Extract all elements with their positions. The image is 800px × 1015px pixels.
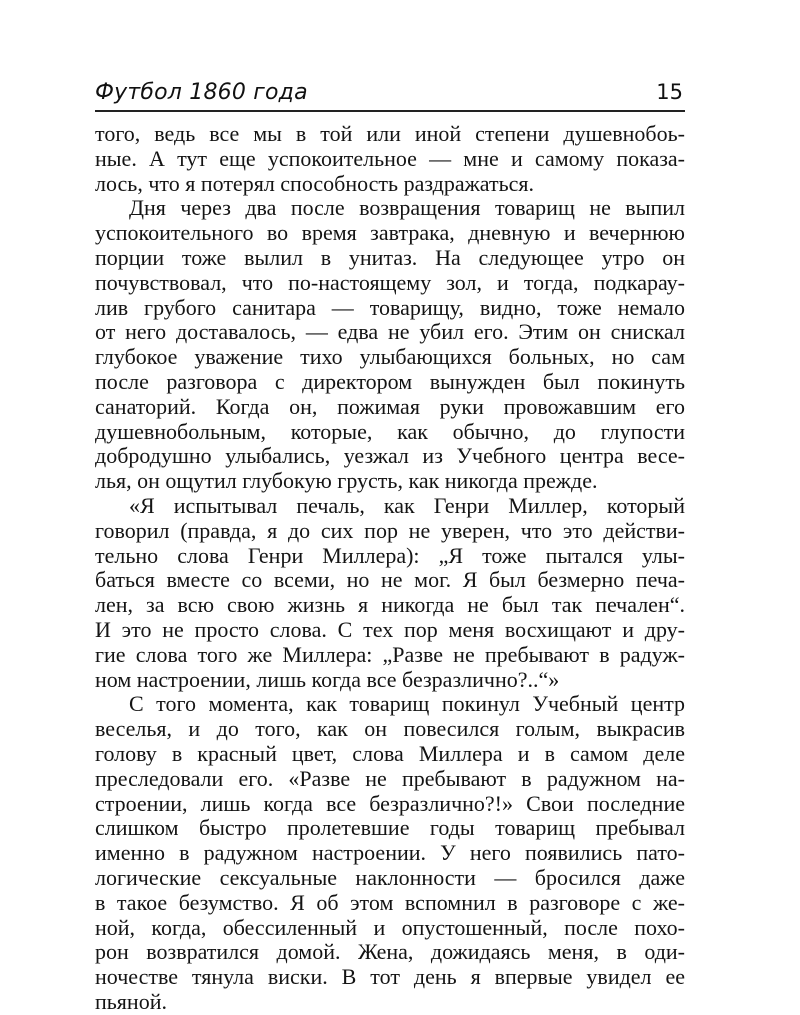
text-line: того, ведь все мы в той или иной степени душевнобоь- <box>95 121 685 146</box>
text-line: пьяной. <box>95 988 167 1014</box>
text-line: ной, когда, обессиленный и опустошенный, после похо- <box>95 914 685 940</box>
paragraph <box>95 494 685 692</box>
page-number: 15 <box>656 80 683 104</box>
running-title: Футбол 1860 года <box>95 80 308 105</box>
text-line: веселья, и до того, как он повесился голым, выкрасив <box>95 716 685 742</box>
text-line: ночестве тянула виски. В тот день я впервые увидел ее <box>95 964 685 990</box>
paragraph <box>95 122 685 196</box>
text-line: рон возвратился домой. Жена, дожидаясь меня, в оди- <box>95 939 685 965</box>
text-line: гие слова того же Миллера: „Разве не пребывают в радуж- <box>95 641 685 667</box>
text-line: лен, за всю свою жизнь я никогда не был так печален“. <box>95 592 685 618</box>
text-line: в такое безумство. Я об этом вспомнил в разговоре с же- <box>95 889 685 915</box>
text-line: баться вместе со всеми, но не мог. Я был безмерно печа- <box>95 567 685 593</box>
text-line: ном настроении, лишь когда все безразлично?..“» <box>95 666 560 692</box>
text-line: порции тоже вылил в унитаз. На следующее утро он <box>95 244 685 270</box>
text-line: именно в радужном настроении. У него появились пато- <box>95 840 685 866</box>
text-line: санаторий. Когда он, пожимая руки провожавшим его <box>95 393 685 419</box>
text-line: лья, он ощутил глубокую грусть, как никогда прежде. <box>95 468 598 494</box>
text-line: глубокое уважение тихо улыбающихся больных, но сам <box>95 344 685 370</box>
text-line: логические сексуальные наклонности — бросился даже <box>95 864 685 890</box>
header-rule <box>95 110 685 112</box>
text-line: голову в красный цвет, слова Миллера и в самом деле <box>95 740 685 766</box>
text-line: «Я испытывал печаль, как Генри Миллер, который <box>129 492 685 518</box>
text-line: строении, лишь когда все безразлично?!» Свои последние <box>95 790 685 816</box>
paragraph <box>95 692 685 1014</box>
running-head <box>95 78 685 110</box>
text-line: слишком быстро пролетевшие годы товарищ пребывал <box>95 815 685 841</box>
text-line: ные. А тут еще успокоительное — мне и самому показа- <box>95 145 685 171</box>
text-line: добродушно улыбались, уезжал из Учебного центра весе- <box>95 443 685 469</box>
text-line: лив грубого санитара — товарищу, видно, тоже немало <box>95 294 685 320</box>
body-text <box>95 122 685 1015</box>
text-line: говорил (правда, я до сих пор не уверен, что это действи- <box>95 517 685 543</box>
text-line: душевнобольным, которые, как обычно, до глупости <box>95 418 685 444</box>
text-line: Дня через два после возвращения товарищ не выпил <box>129 195 685 221</box>
text-line: после разговора с директором вынужден был покинуть <box>95 368 685 394</box>
text-line: С того момента, как товарищ покинул Учебный центр <box>129 691 685 717</box>
text-line: успокоительного во время завтрака, дневную и вечернюю <box>95 220 685 246</box>
text-line: лось, что я потерял способность раздражаться. <box>95 170 535 196</box>
text-line: почувствовал, что по-настоящему зол, и тогда, подкарау- <box>95 269 685 295</box>
text-line: тельно слова Генри Миллера): „Я тоже пытался улы- <box>95 542 685 568</box>
text-line: от него доставалось, — едва не убил его. Этим он снискал <box>95 319 685 345</box>
text-line: преследовали его. «Разве не пребывают в радужном на- <box>95 765 685 791</box>
paragraph <box>95 196 685 494</box>
text-line: И это не просто слова. С тех пор меня восхищают и дру- <box>95 616 685 642</box>
